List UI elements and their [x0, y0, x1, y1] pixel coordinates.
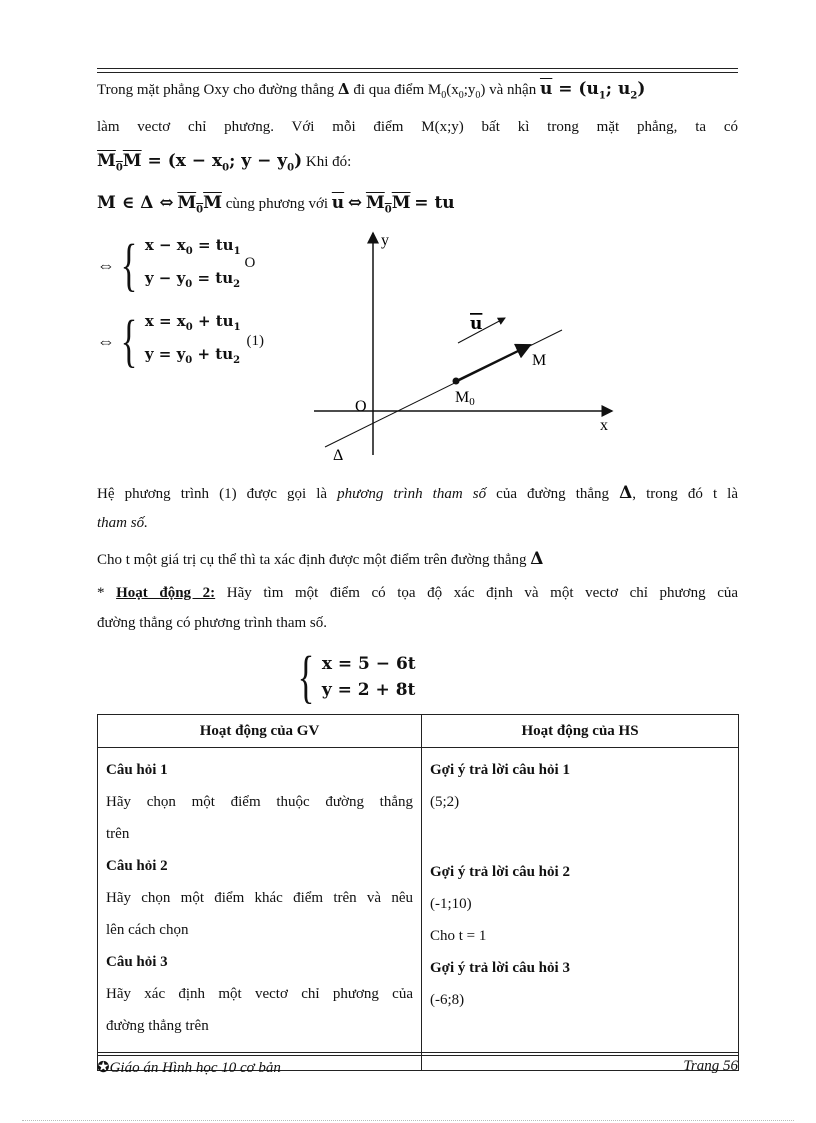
answer-1-title: Gợi ý trả lời câu hỏi 1: [430, 762, 570, 778]
s2r1-sub2: 1: [233, 322, 241, 333]
m0m-y0-sub: 0: [287, 162, 295, 174]
m0m3-m: M: [365, 193, 385, 213]
para2-text: Cho t một giá trị cụ thể thì ta xác định được một điểm trên đường thẳng: [97, 552, 527, 568]
m0m2-m: M: [177, 193, 197, 213]
para1-line-2: [97, 512, 738, 534]
header-gv: Hoạt động của GV: [98, 715, 422, 748]
question-1-title: Câu hỏi 1: [106, 762, 168, 778]
point-m0: [453, 378, 460, 385]
s1r2-sub: 0: [185, 279, 193, 290]
question-3-text-a: Hãy xác định một vectơ chỉ phương của: [106, 986, 413, 1002]
table-header-row: [98, 715, 739, 748]
system-2: [97, 308, 264, 374]
activity-system: [292, 644, 416, 709]
u1-subscript: 1: [598, 90, 606, 102]
para1-line-1: [97, 482, 738, 505]
m0-label-sub: 0: [469, 396, 475, 408]
origin-label: O: [355, 398, 367, 415]
s1r1-a: x − x: [144, 236, 186, 254]
system-2-row-2: [145, 341, 241, 374]
s2r2-sub2: 2: [233, 355, 241, 366]
s1r1-sub: 0: [185, 246, 193, 257]
question-3-text-b: đường thẳng trên: [106, 1018, 209, 1034]
system-1: [97, 232, 255, 298]
system-1-rows: [145, 232, 241, 298]
m0m-vector-3: [365, 193, 411, 216]
answer-1-text: (5;2): [430, 794, 460, 810]
answer-3-title: Gợi ý trả lời câu hỏi 3: [430, 960, 570, 976]
activity-line-2: đường thẳng có phương trình tham số.: [97, 615, 328, 631]
footer-rule-top: [97, 1052, 738, 1053]
m0m-vector-2: [177, 193, 222, 216]
m0m2-end: M: [203, 193, 222, 213]
s1r1-b: = tu: [192, 236, 234, 254]
intro-text-1c: (x: [446, 82, 459, 98]
s2r1-sub: 0: [185, 322, 193, 333]
delta-symbol-2: Δ: [619, 483, 633, 503]
question-2-text-a: Hãy chọn một điểm khác điểm trên và nêu: [106, 890, 413, 906]
header-rule-top: [97, 68, 738, 69]
intro-line-2: làm vectơ chỉ phương. Với mỗi điểm M(x;y) bất kì trong mặt phẳng, ta có: [97, 119, 738, 135]
collinear-text: cùng phương với: [225, 196, 329, 212]
intro-text-3: Khi đó:: [305, 154, 352, 170]
equiv-arrow-2: ⇔: [97, 330, 115, 351]
intro-text-1d: ;y: [463, 82, 476, 98]
term-parameter: tham số.: [97, 515, 148, 531]
para2: [97, 548, 738, 571]
membership-statement: M ∈ Δ ⇔: [97, 193, 174, 213]
footer-rule-bottom: [97, 1055, 738, 1056]
s2r2-sub: 0: [185, 355, 193, 366]
answer-2-text-2: Cho t = 1: [430, 928, 487, 944]
s2r1-a: x = x: [144, 312, 186, 330]
equiv-symbol: ⇔: [347, 193, 363, 213]
question-1-text-a: Hãy chọn một điểm thuộc đường thẳng: [106, 794, 413, 810]
footer-title: Giáo án Hình học 10 cơ bản: [109, 1060, 281, 1076]
para1-d: , trong đó t là: [632, 486, 739, 502]
question-2-title: Câu hỏi 2: [106, 858, 168, 874]
m0m-x0-sub: 0: [222, 162, 230, 174]
left-brace-2: {: [120, 308, 138, 373]
equiv-arrow-1: ⇔: [97, 254, 115, 275]
x-axis-label: x: [600, 417, 608, 434]
bottom-dotted-border: [22, 1120, 794, 1121]
m0m-vector: [97, 151, 142, 174]
intro-line-3: [97, 150, 738, 179]
activity-eq-2: y = 2 + 8t: [321, 680, 416, 700]
u2-subscript: 2: [630, 90, 638, 102]
u-eq-mid: ; u: [605, 79, 631, 99]
s1r2-a: y − y: [144, 269, 186, 287]
m0m-m: M: [97, 151, 116, 171]
y-axis-label: y: [381, 232, 389, 249]
m0m-close: ): [294, 151, 303, 171]
intro-line-4: [97, 192, 738, 221]
answer-2-title: Gợi ý trả lời câu hỏi 2: [430, 864, 570, 880]
question-2-text-b: lên cách chọn: [106, 922, 189, 938]
hs-column: [422, 748, 739, 1071]
system-2-row-1: [145, 308, 241, 341]
y0-subscript: 0: [475, 90, 481, 101]
s1r2-b: = tu: [192, 269, 234, 287]
m0m3-end: M: [391, 193, 411, 213]
left-brace-3: {: [297, 644, 315, 709]
table-row: [98, 748, 739, 1071]
m0m-eq: = (x − x: [147, 151, 223, 171]
activity-table: [97, 714, 739, 1071]
delta-symbol-3: Δ: [530, 549, 544, 569]
s1r1-sub2: 1: [233, 246, 241, 257]
activity-star: *: [97, 585, 105, 601]
answer-2-text: (-1;10): [430, 896, 472, 912]
footer-left: [97, 1058, 281, 1077]
s2r1-b: + tu: [192, 312, 234, 330]
s1r2-sub2: 2: [233, 279, 241, 290]
m0m-vector-formula: [97, 151, 303, 174]
s2r2-a: y = y: [144, 345, 186, 363]
header-rule-bottom: [97, 72, 738, 73]
tu-expression: = tu: [414, 193, 455, 213]
m0-subscript: 0: [441, 90, 447, 101]
term-parametric-equation: phương trình tham số: [337, 486, 487, 502]
point-m-label: M: [532, 352, 547, 369]
gv-column: [98, 748, 422, 1071]
m0m3-sub: 0: [384, 204, 392, 216]
system-1-mark: O: [244, 254, 256, 271]
question-1-text-b: trên: [106, 826, 130, 842]
activity-system-rows: [322, 651, 416, 703]
intro-line-1: [97, 78, 738, 107]
answer-3-text: (-6;8): [430, 992, 465, 1008]
para1-c: của đường thẳng: [496, 486, 610, 502]
m0m-arrow: [456, 345, 530, 381]
intro-text-1a: Trong mặt phẳng Oxy cho đường thẳng: [97, 82, 335, 98]
coordinate-figure: [300, 225, 630, 470]
point-m0-label: [455, 389, 475, 408]
activity-title: Hoạt động 2:: [116, 585, 216, 601]
m0m2-sub: 0: [196, 204, 204, 216]
header-hs: Hoạt động của HS: [422, 715, 739, 748]
footer-star-icon: ✪: [97, 1060, 110, 1076]
intro-text-1e: ) và nhận: [480, 82, 537, 98]
m0-label-main: M: [455, 389, 470, 406]
activity-eq-1: x = 5 − 6t: [321, 654, 416, 674]
u-eq-close: ): [637, 79, 646, 99]
page-number: Trang 56: [683, 1058, 738, 1074]
m0m-end: M: [122, 151, 142, 171]
intro-text-1b: đi qua điểm M: [353, 82, 442, 98]
x0-subscript: 0: [458, 90, 464, 101]
m0m-sub: 0: [115, 162, 123, 174]
u-vector-label: u: [470, 314, 483, 334]
s2r2-b: + tu: [192, 345, 234, 363]
equation-label-1: (1): [246, 332, 265, 349]
activity-text-1: Hãy tìm một điểm có tọa độ xác định và một vectơ chỉ phương của: [226, 585, 739, 601]
u-vector: $\overline{u}$: [539, 79, 553, 99]
question-3-title: Câu hỏi 3: [106, 954, 168, 970]
m0m-mid: ; y − y: [229, 151, 288, 171]
system-2-rows: [145, 308, 241, 374]
u-eq-open: = (u: [558, 79, 599, 99]
para1-a: Hệ phương trình (1) được gọi là: [97, 486, 328, 502]
activity-line-1: [97, 582, 738, 604]
system-1-row-2: [145, 265, 241, 298]
left-brace-1: {: [120, 232, 138, 297]
delta-symbol: Δ: [337, 80, 350, 98]
system-1-row-1: [145, 232, 241, 265]
u-vector-2: $\overline{u}$: [331, 193, 345, 213]
delta-label: Δ: [333, 447, 344, 464]
direction-vector-formula: [539, 79, 646, 102]
answer-spacer: [430, 818, 730, 856]
